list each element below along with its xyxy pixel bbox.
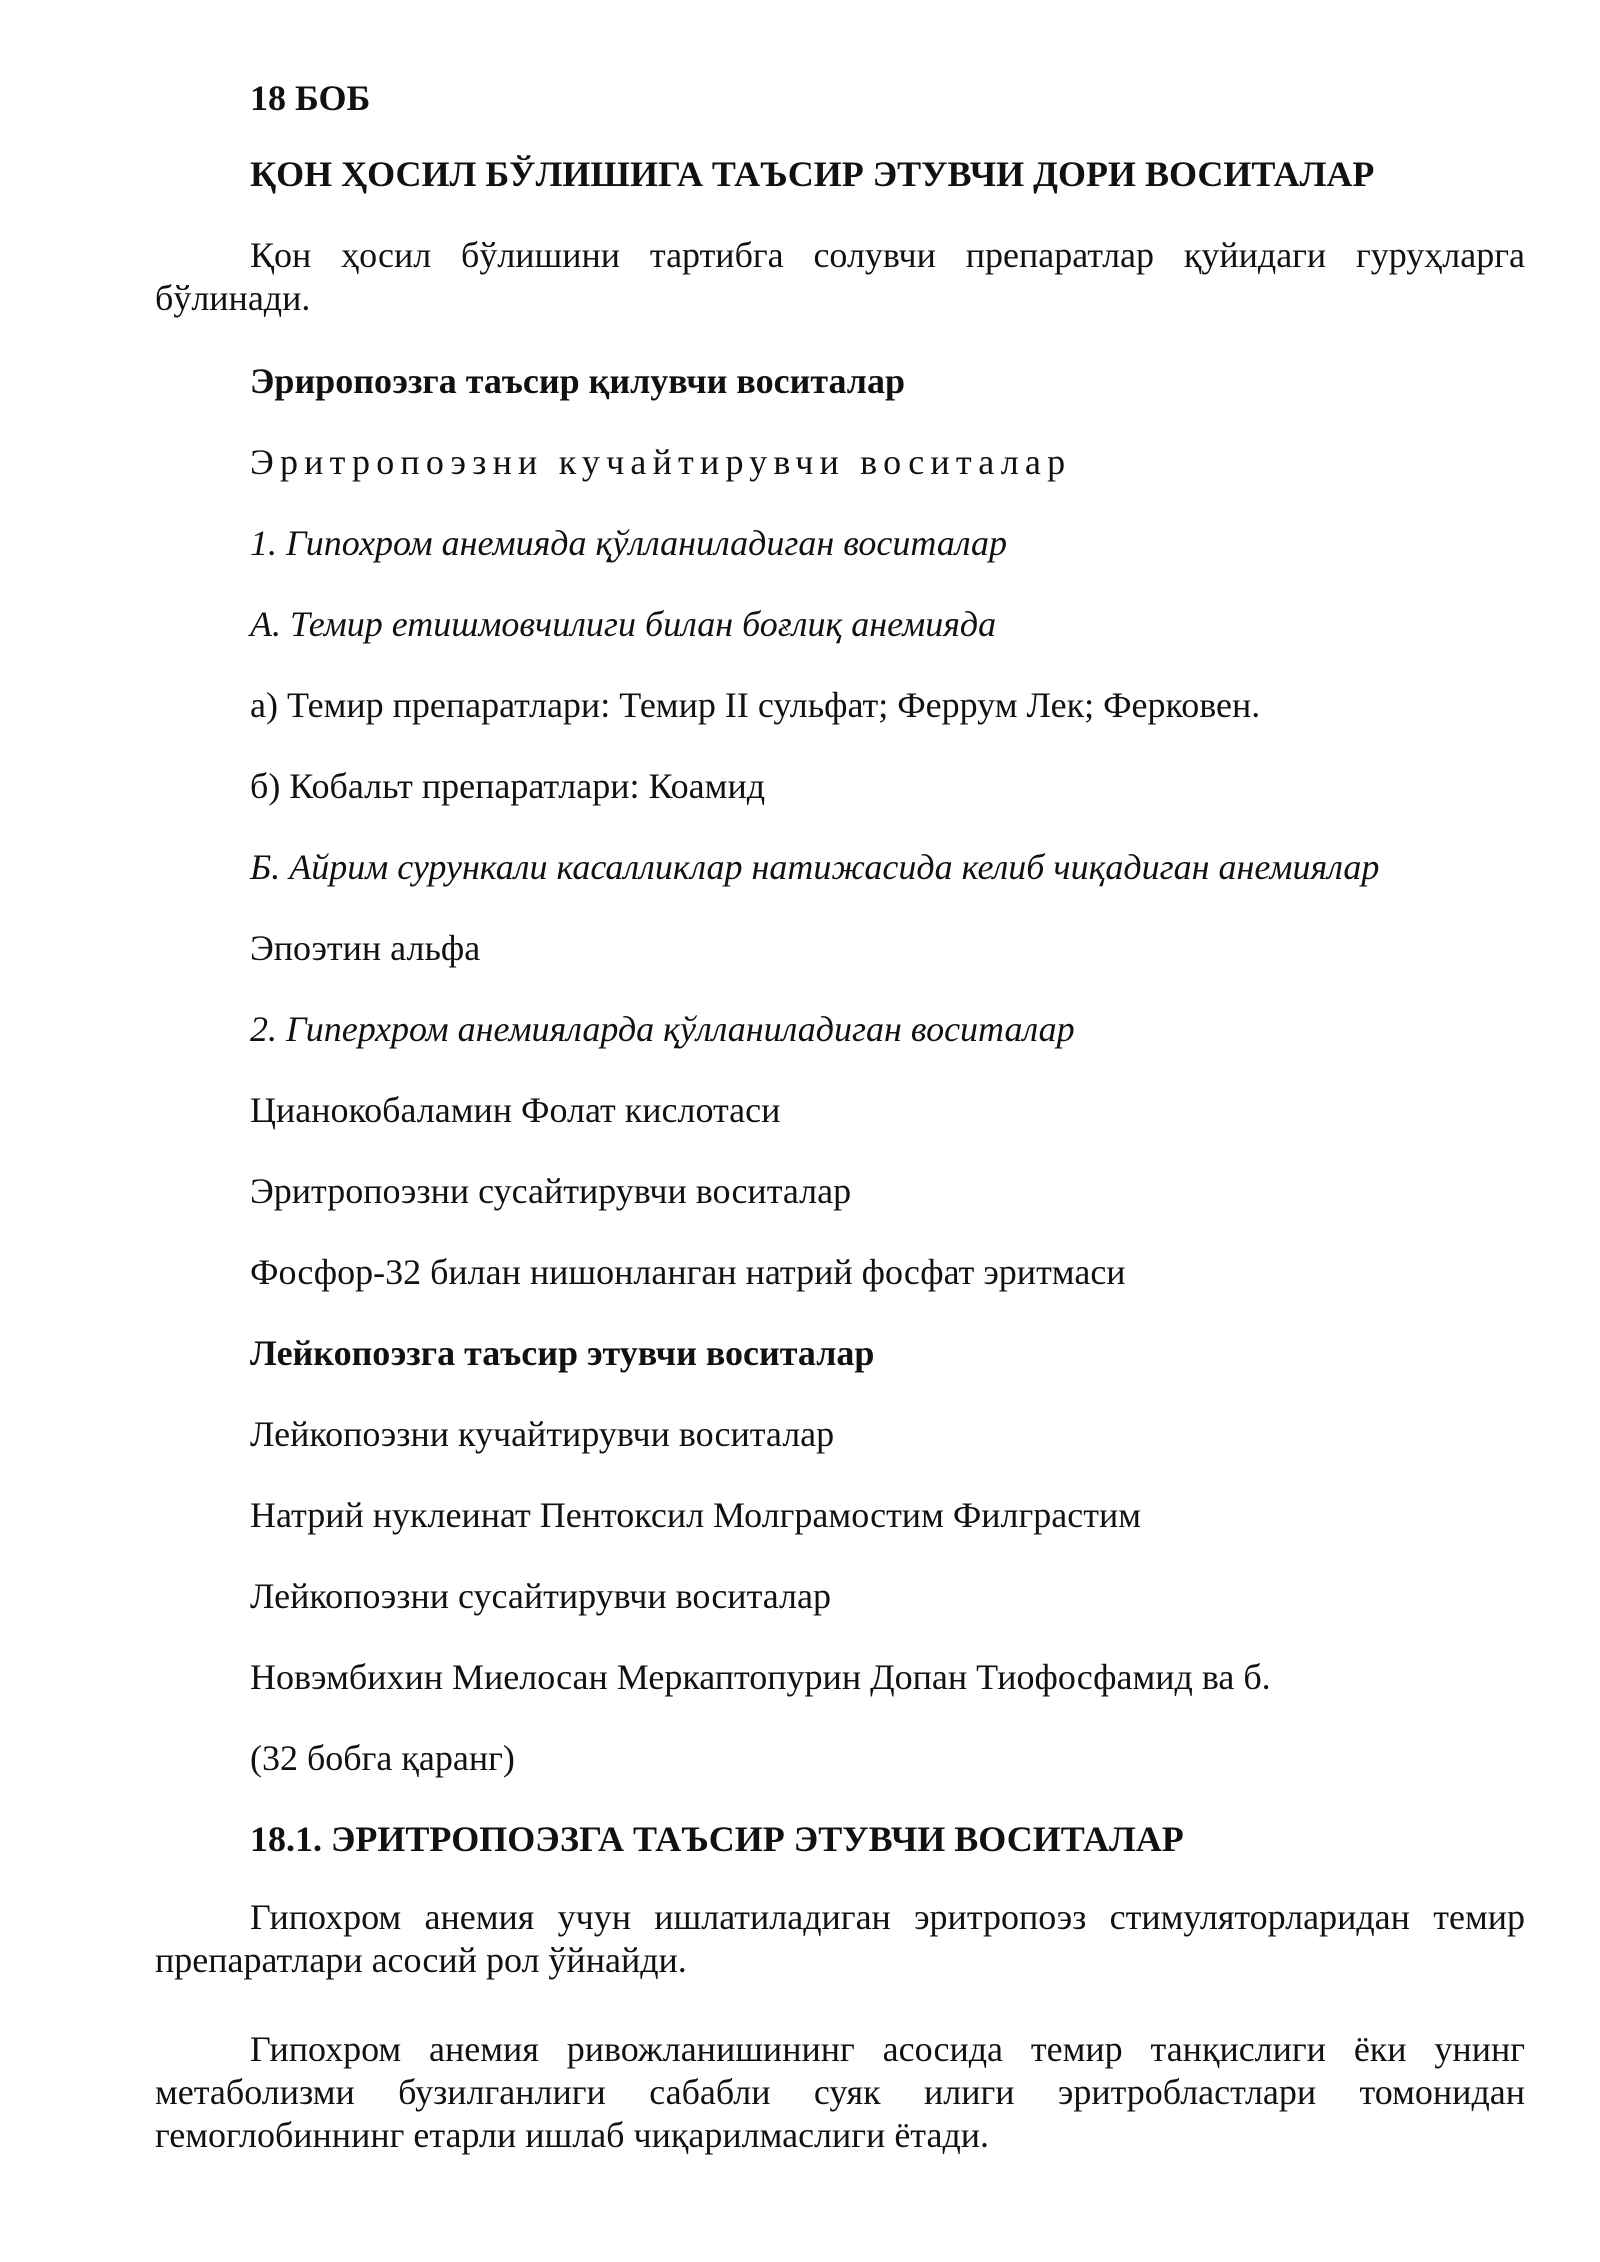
chronic-disease-anemia-item: Б. Айрим сурункали касалликлар натижасида келиб чиқадиган анемиялар [250, 847, 1380, 887]
leukopoiesis-stimulating-subheading: Лейкопоэзни кучайтирувчи воситалар [250, 1414, 835, 1454]
see-chapter-note: (32 бобга қаранг) [250, 1738, 515, 1778]
cobalt-preparations-line: б) Кобальт препаратлари: Коамид [250, 766, 766, 806]
iron-preparations-line: а) Темир препаратлари: Темир II сульфат; Феррум Лек; Ферковен. [250, 685, 1261, 725]
erythropoiesis-heading: Эриропоэзга таъсир қилувчи воситалар [250, 361, 905, 401]
hyperchrom-anemia-item: 2. Гиперхром анемияларда қўлланиладиган воситалар [250, 1009, 1075, 1049]
erythropoiesis-stimulating-subheading: Эритропоэзни кучайтирувчи воситалар [250, 442, 1072, 482]
section-paragraph-2: Гипохром анемия ривожланишининг асосида темир танқислиги ёки унинг метаболизми бузилганлиги сабабли суяк илиги эритробластлари томонидан гемоглобиннинг етарли ишлаб чиқарилмаслиги ётади. [155, 2029, 1525, 2155]
leukopoiesis-stimulating-drugs-line: Натрий нуклеинат Пентоксил Молграмостим Филграстим [250, 1495, 1142, 1535]
section-paragraph-1: Гипохром анемия учун ишлатиладиган эритропоэз стимуляторларидан темир препаратлари асосий рол ўйнайди. [155, 1897, 1525, 1980]
hypochrom-anemia-item: 1. Гипохром анемияда қўлланиладиган воситалар [250, 523, 1007, 563]
intro-paragraph: Қон ҳосил бўлишини тартибга солувчи препаратлар қуйидаги гуруҳларга бўлинади. [155, 235, 1525, 318]
hyperchrom-drugs-line: Цианокобаламин Фолат кислотаси [250, 1090, 781, 1130]
phosphorus-drug-line: Фосфор-32 билан нишонланган натрий фосфат эритмаси [250, 1252, 1126, 1292]
chapter-title: ҚОН ҲОСИЛ БЎЛИШИГА ТАЪСИР ЭТУВЧИ ДОРИ ВОСИТАЛАР [250, 154, 1375, 194]
erythropoiesis-suppressing-subheading: Эритропоэзни сусайтирувчи воситалар [250, 1171, 852, 1211]
leukopoiesis-suppressing-subheading: Лейкопоэзни сусайтирувчи воситалар [250, 1576, 831, 1616]
leukopoiesis-heading: Лейкопоэзга таъсир этувчи воситалар [250, 1333, 875, 1373]
leukopoiesis-suppressing-drugs-line: Новэмбихин Миелосан Меркаптопурин Допан Тиофосфамид ва б. [250, 1657, 1271, 1697]
epoetin-line: Эпоэтин альфа [250, 928, 481, 968]
chapter-label: 18 БОБ [250, 78, 371, 118]
section-title: 18.1. ЭРИТРОПОЭЗГА ТАЪСИР ЭТУВЧИ ВОСИТАЛАР [250, 1819, 1184, 1859]
iron-deficiency-item: А. Темир етишмовчилиги билан боғлиқ анемияда [250, 604, 997, 644]
